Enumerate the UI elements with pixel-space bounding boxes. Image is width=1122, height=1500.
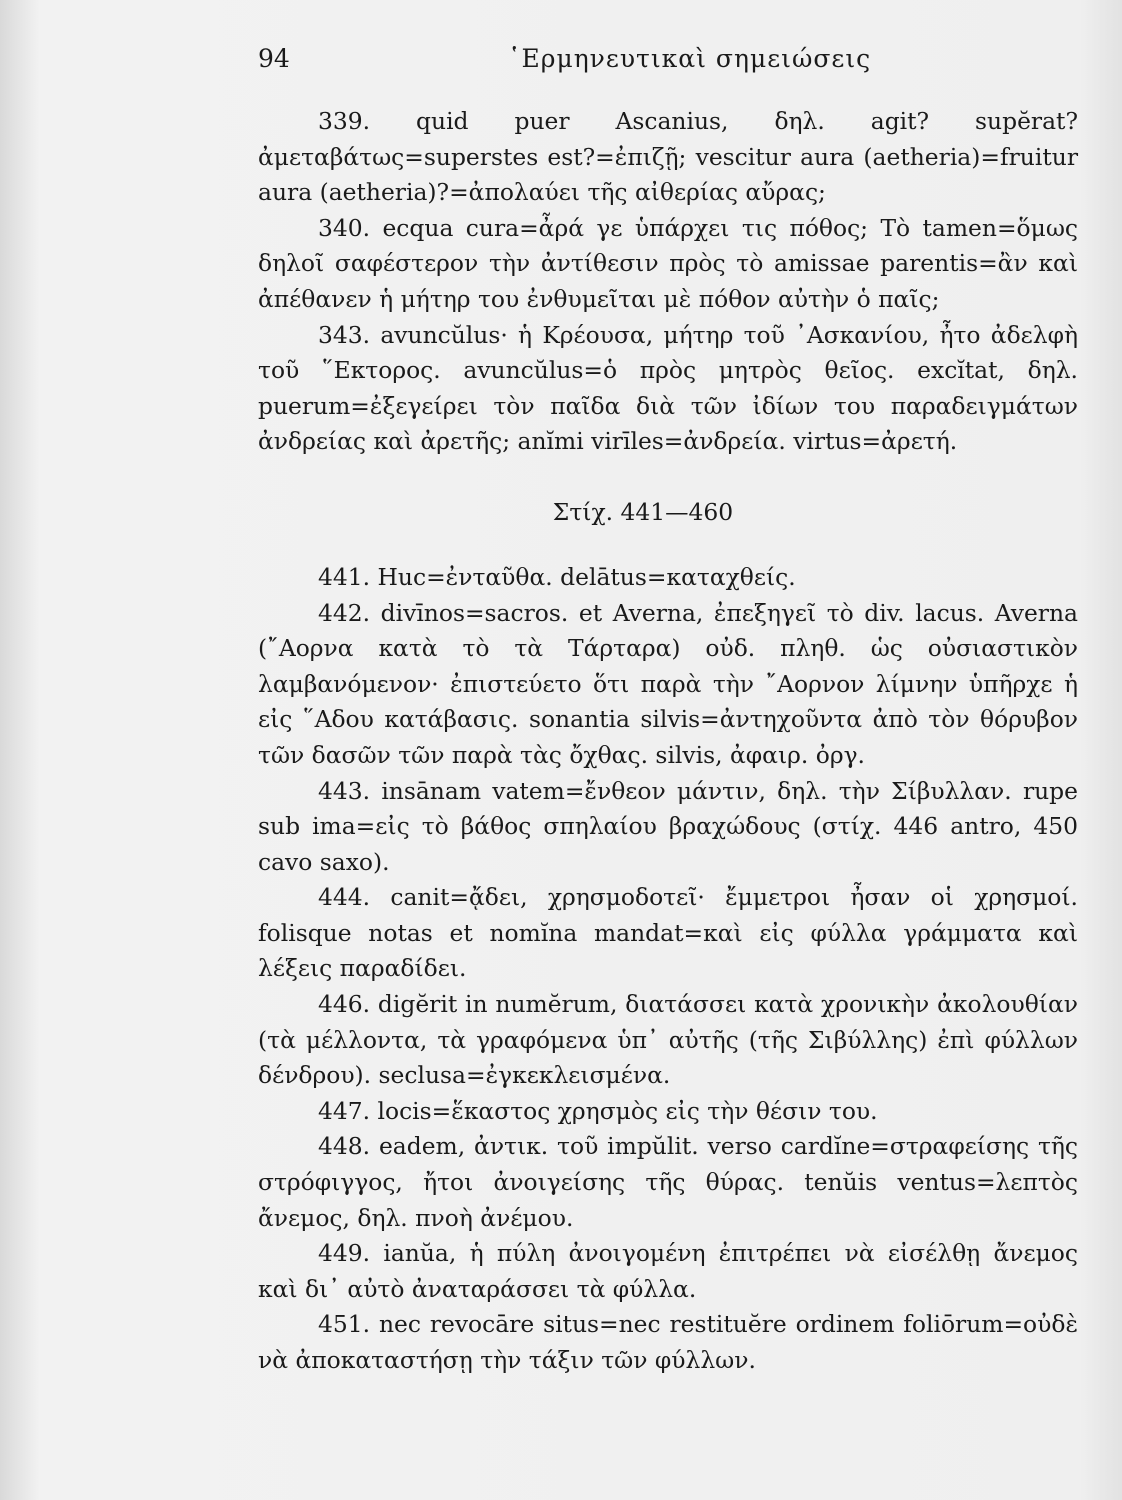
running-head (258, 44, 888, 84)
note-448: 448. eadem, ἀντικ. τοῦ impŭlit. verso cardĭne=στραφείσης τῆς στρόφιγγος, ἤτοι ἀνοιγείσης τῆς θύρας. tenŭis ventus=λεπτὸς ἄνεμος, δηλ. πνοὴ ἀνέμου. (258, 1132, 1078, 1232)
note-443: 443. insānam vatem=ἔνθεον μάντιν, δηλ. τὴν Σίβυλλαν. rupe sub ima=εἰς τὸ βάθος σπηλαίου βραχώδους (στίχ. 446 antro, 450 cavo saxo). (258, 776, 1078, 876)
note-446: 446. digĕrit in numĕrum, διατάσσει κατὰ χρονικὴν ἀκολουθίαν (τὰ μέλλοντα, τὰ γραφόμενα ὑπ᾿ αὐτῆς (τῆς Σιβύλλης) ἐπὶ φύλλων δένδρου). seclusa=ἐγκεκλεισμένα. (258, 990, 1078, 1090)
note-451: 451. nec revocāre situs=nec restituĕre ordinem foliōrum=οὐδὲ νὰ ἀποκαταστήσῃ τὴν τάξιν τῶν φύλλων. (258, 1310, 1078, 1374)
note-343: 343. avuncŭlus· ἡ Κρέουσα, μήτηρ τοῦ ᾿Ασκανίου, ἦτο ἀδελφὴ τοῦ ῞Εκτορος. avuncŭlus=ὁ πρὸς μητρὸς θεῖος. excĭtat, δηλ. puerum=ἐξεγείρει τὸν παῖδα διὰ τῶν ἰδίων του παραδειγμάτων ἀνδρείας καὶ ἀρετῆς; anĭmi virīles=ἀνδρεία. virtus=ἀρετή. (258, 320, 1078, 456)
note-442: 442. divīnos=sacros. et Averna, ἐπεξηγεῖ τὸ div. lacus. Averna (῎Αορνα κατὰ τὸ τὰ Τάρταρα) οὐδ. πληθ. ὡς οὐσιαστικὸν λαμβανόμενον· ἐπιστεύετο ὅτι παρὰ τὴν ῎Αορνον λίμνην ὑπῆρχε ἡ εἰς ῞Αδου κατάβασις. sonantia silvis=ἀντηχοῦντα ἀπὸ τὸν θόρυβον τῶν δασῶν τῶν παρὰ τὰς ὄχθας. silvis, ἀφαιρ. ὀργ. (258, 598, 1078, 769)
note-340: 340. ecqua cura=ἆρά γε ὑπάρχει τις πόθος; Τὸ tamen=ὅμως δηλοῖ σαφέστερον τὴν ἀντίθεσιν πρὸς τὸ amissae parentis=ἂν καὶ ἀπέθανεν ἡ μήτηρ του ἐνθυμεῖται μὲ πόθον αὐτὴν ὁ παῖς; (258, 213, 1078, 313)
note-444: 444. canit=ᾄδει, χρησμοδοτεῖ· ἔμμετροι ἦσαν οἱ χρησμοί. folisque notas et nomĭna mandat=καὶ εἰς φύλλα γράμματα καὶ λέξεις παραδίδει. (258, 883, 1078, 983)
page-number: 94 (258, 44, 290, 73)
note-441: 441. Huc=ἐνταῦθα. delātus=καταχθείς. (318, 562, 796, 591)
section-heading: Στίχ. 441—460 (552, 497, 734, 526)
note-449: 449. ianŭa, ἡ πύλη ἀνοιγομένη ἐπιτρέπει νὰ εἰσέλθῃ ἄνεμος καὶ δι᾿ αὐτὸ ἀναταράσσει τὰ φύλλα. (258, 1239, 1078, 1303)
page-body (258, 104, 1078, 1379)
running-title: ῾Ερμηνευτικαὶ σημειώσεις (508, 44, 872, 73)
note-339: 339. quid puer Ascanius, δηλ. agit? supĕrat? ἀμεταβάτως=superstes est?=ἐπιζῇ; vescitur aura (aetheria)=fruitur aura (aetheria)?=ἀπολαύει τῆς αἰθερίας αὔρας; (258, 107, 1078, 207)
note-447: 447. locis=ἕκαστος χρησμὸς εἰς τὴν θέσιν του. (318, 1096, 878, 1125)
